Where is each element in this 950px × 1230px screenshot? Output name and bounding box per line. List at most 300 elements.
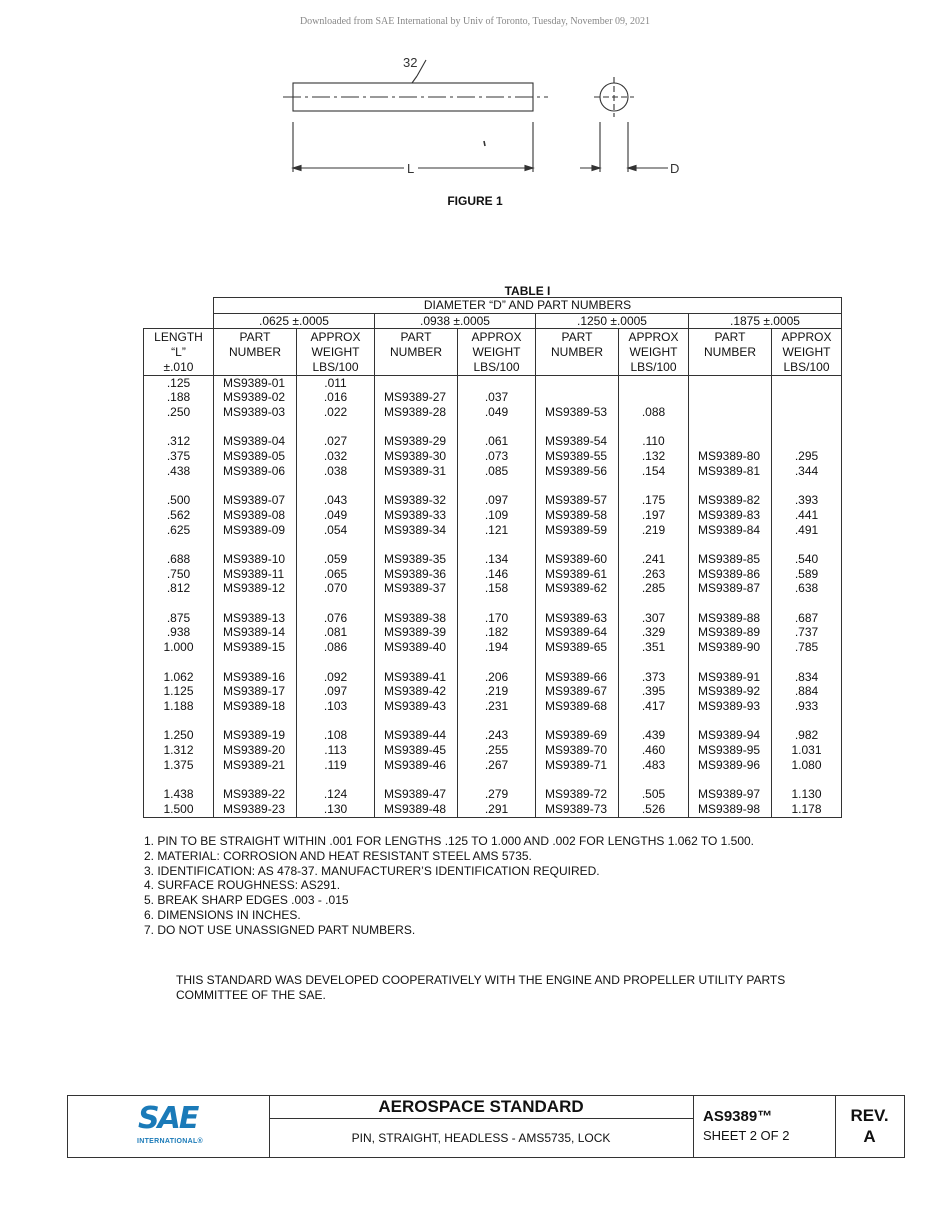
note-item: 6. DIMENSIONS IN INCHES.: [144, 907, 301, 922]
weight-cell: .088: [619, 405, 689, 420]
weight-cell: .483: [619, 758, 689, 773]
weight-cell: .134: [458, 552, 536, 567]
part-number-cell: MS9389-48: [375, 802, 458, 817]
spacer-cell: [297, 772, 375, 787]
part-number-cell: MS9389-16: [223, 669, 286, 684]
part-number-cell: MS9389-17: [223, 684, 286, 699]
part-number-cell: MS9389-36: [384, 566, 447, 581]
weight-cell: .011: [297, 375, 375, 390]
part-number-cell: MS9389-92: [698, 684, 761, 699]
part-number-cell: MS9389-27: [384, 390, 447, 405]
committee-statement: THIS STANDARD WAS DEVELOPED COOPERATIVELY WITH THE ENGINE AND PROPELLER UTILITY PARTS COMMITTEE OF THE SAE.: [176, 973, 786, 1002]
part-number-cell: MS9389-54: [545, 434, 608, 449]
length-cell: .875: [144, 611, 214, 626]
part-number-cell: MS9389-31: [384, 463, 447, 478]
length-cell: 1.438: [144, 787, 214, 802]
spacer-cell: [689, 596, 772, 611]
part-number-cell: [689, 434, 772, 449]
length-cell: .125: [144, 375, 214, 390]
approx-weight-header-line: APPROX: [471, 330, 522, 345]
weight-cell: .032: [297, 449, 375, 464]
note-item: 3. IDENTIFICATION: AS 478-37. MANUFACTURER’S IDENTIFICATION REQUIRED.: [144, 863, 600, 878]
part-number-cell: MS9389-01: [223, 375, 286, 390]
part-number-cell: MS9389-41: [384, 669, 447, 684]
part-number-cell: MS9389-69: [545, 728, 608, 743]
weight-cell: .285: [619, 581, 689, 596]
spacer-cell: [458, 478, 536, 493]
part-number-cell: MS9389-34: [384, 522, 447, 537]
figure-caption: FIGURE 1: [447, 194, 503, 208]
part-number-cell: MS9389-56: [545, 463, 608, 478]
spacer-cell: [458, 655, 536, 670]
spacer-cell: [214, 714, 297, 729]
weight-cell: .038: [297, 464, 375, 479]
weight-cell: .194: [458, 640, 536, 655]
part-number-cell: MS9389-21: [223, 757, 286, 772]
part-number-cell: MS9389-22: [223, 787, 286, 802]
spacer-cell: [144, 420, 214, 435]
part-number-cell: MS9389-35: [384, 551, 447, 566]
weight-cell: .076: [297, 611, 375, 626]
weight-cell: .351: [619, 640, 689, 655]
spacer-cell: [772, 772, 842, 787]
spacer-cell: [214, 772, 297, 787]
part-number-cell: MS9389-62: [545, 581, 608, 596]
part-number-cell: MS9389-15: [223, 640, 286, 655]
part-number-cell: MS9389-60: [545, 551, 608, 566]
spacer-cell: [772, 537, 842, 552]
document-type: AEROSPACE STANDARD: [269, 1096, 693, 1119]
approx-weight-header-line: LBS/100: [312, 359, 359, 374]
part-number-cell: MS9389-07: [223, 493, 286, 508]
part-number-cell: MS9389-72: [545, 787, 608, 802]
roughness-leader: [412, 76, 417, 83]
spacer-cell: [619, 772, 689, 787]
weight-cell: .526: [619, 802, 689, 817]
roughness-value: 32: [403, 55, 418, 70]
diameter-header: .1875 ±.0005: [689, 313, 842, 329]
weight-cell: .267: [458, 758, 536, 773]
spacer-cell: [458, 596, 536, 611]
length-cell: .188: [144, 390, 214, 405]
part-number-cell: MS9389-10: [223, 551, 286, 566]
part-number-header-line: PART: [714, 330, 746, 345]
spacer-cell: [375, 420, 458, 435]
length-cell: .375: [144, 449, 214, 464]
weight-cell: .505: [619, 787, 689, 802]
approx-weight-header-line: WEIGHT: [629, 345, 678, 360]
part-number-cell: MS9389-87: [698, 581, 761, 596]
diameter-header: .1250 ±.0005: [536, 313, 689, 329]
weight-cell: .121: [458, 523, 536, 538]
pin-drawing: [280, 50, 700, 185]
diameter-header: .0938 ±.0005: [375, 313, 536, 329]
spacer-cell: [297, 420, 375, 435]
spacer-cell: [619, 537, 689, 552]
weight-cell: .130: [297, 802, 375, 817]
weight-cell: .884: [772, 684, 842, 699]
weight-cell: .295: [772, 449, 842, 464]
weight-cell: .393: [772, 493, 842, 508]
approx-weight-header: [772, 329, 842, 375]
approx-weight-header-line: APPROX: [628, 330, 679, 345]
weight-cell: .206: [458, 670, 536, 685]
group-spacer: [144, 420, 842, 435]
spacer-cell: [144, 478, 214, 493]
group-spacer: [144, 655, 842, 670]
approx-weight-header-line: LBS/100: [473, 359, 520, 374]
group-spacer: [144, 478, 842, 493]
part-number-cell: MS9389-04: [223, 434, 286, 449]
weight-cell: .243: [458, 728, 536, 743]
spacer-cell: [689, 420, 772, 435]
part-number-cell: MS9389-98: [689, 802, 772, 817]
part-number-cell: MS9389-23: [214, 802, 297, 817]
weight-cell: .439: [619, 728, 689, 743]
weight-cell: .255: [458, 743, 536, 758]
part-number-cell: MS9389-89: [698, 625, 761, 640]
part-number-cell: MS9389-85: [698, 551, 761, 566]
part-number-cell: MS9389-94: [698, 728, 761, 743]
part-number-header: [536, 329, 619, 375]
part-number-cell: [689, 375, 772, 390]
spacer-cell: [619, 420, 689, 435]
part-number-cell: MS9389-63: [545, 610, 608, 625]
diameter-header: .0625 ±.0005: [214, 313, 375, 329]
weight-cell: .043: [297, 493, 375, 508]
table-row: [144, 758, 842, 773]
part-number-cell: MS9389-68: [545, 698, 608, 713]
part-number-cell: MS9389-88: [698, 610, 761, 625]
table-row: [144, 640, 842, 655]
part-number-cell: [536, 390, 619, 405]
weight-cell: 1.031: [772, 743, 842, 758]
spacer-cell: [689, 478, 772, 493]
part-number-cell: [689, 405, 772, 420]
part-number-cell: MS9389-66: [545, 669, 608, 684]
note-item: 5. BREAK SHARP EDGES .003 - .015: [144, 893, 349, 908]
part-number-cell: MS9389-64: [545, 625, 608, 640]
weight-cell: .291: [458, 802, 536, 817]
table-row: [144, 743, 842, 758]
part-number-header: [689, 329, 772, 375]
part-number-cell: MS9389-29: [384, 434, 447, 449]
weight-cell: .395: [619, 684, 689, 699]
weight-cell: .049: [458, 405, 536, 420]
part-number-cell: MS9389-81: [698, 463, 761, 478]
weight-cell: .085: [458, 464, 536, 479]
spacer-cell: [689, 537, 772, 552]
approx-weight-header-line: LBS/100: [783, 359, 830, 374]
spacer-cell: [536, 714, 619, 729]
weight-cell: .108: [297, 728, 375, 743]
spacer-cell: [375, 772, 458, 787]
weight-cell: .329: [619, 625, 689, 640]
length-cell: 1.500: [144, 802, 214, 817]
table-row: [144, 405, 842, 420]
standard-number: AS9389™: [703, 1108, 773, 1125]
approx-weight-header-line: WEIGHT: [311, 345, 360, 360]
approx-weight-header-line: WEIGHT: [472, 345, 521, 360]
table-row: [144, 581, 842, 596]
note-item: 1. PIN TO BE STRAIGHT WITHIN .001 FOR LENGTHS .125 TO 1.000 AND .002 FOR LENGTHS 1.062 TO 1.500.: [144, 834, 755, 848]
part-number-cell: MS9389-70: [545, 743, 608, 757]
weight-cell: .231: [458, 699, 536, 714]
part-number-cell: MS9389-57: [545, 493, 608, 508]
weight-cell: [619, 375, 689, 390]
weight-cell: .097: [458, 493, 536, 508]
part-number-header-line: PART: [561, 330, 593, 345]
spacer-cell: [536, 596, 619, 611]
part-number-cell: MS9389-95: [698, 743, 761, 757]
weight-cell: .086: [297, 640, 375, 655]
spacer-cell: [214, 420, 297, 435]
spacer-cell: [689, 772, 772, 787]
title-block: [67, 1095, 905, 1158]
spacer-cell: [144, 537, 214, 552]
part-number-cell: MS9389-44: [384, 728, 447, 743]
weight-cell: .182: [458, 625, 536, 640]
part-number-cell: MS9389-96: [698, 757, 761, 772]
weight-cell: .933: [772, 699, 842, 714]
spacer-cell: [458, 537, 536, 552]
table-row: [144, 449, 842, 464]
part-number-cell: MS9389-40: [384, 640, 447, 655]
notes-list: [144, 834, 754, 938]
part-number-cell: MS9389-14: [223, 625, 286, 640]
weight-cell: .037: [458, 390, 536, 405]
part-number-cell: MS9389-82: [698, 493, 761, 508]
spacer-cell: [689, 655, 772, 670]
part-number-cell: [375, 375, 458, 390]
length-cell: .938: [144, 625, 214, 640]
spacer-cell: [297, 537, 375, 552]
part-number-cell: [689, 390, 772, 405]
part-number-cell: MS9389-58: [545, 507, 608, 522]
weight-cell: .061: [458, 434, 536, 449]
weight-cell: .109: [458, 508, 536, 523]
length-header-line: LENGTH: [154, 330, 203, 345]
weight-cell: .441: [772, 508, 842, 523]
spacer-cell: [144, 596, 214, 611]
part-number-header-line: NUMBER: [228, 345, 281, 360]
length-cell: .438: [144, 464, 214, 479]
part-number-header-line: NUMBER: [550, 345, 603, 360]
spacer-cell: [772, 655, 842, 670]
part-number-cell: MS9389-86: [698, 566, 761, 581]
table-row: [144, 508, 842, 523]
part-number-header-line: NUMBER: [389, 345, 442, 360]
weight-cell: [772, 405, 842, 420]
part-number-cell: MS9389-13: [223, 610, 286, 625]
spacer-cell: [214, 478, 297, 493]
weight-cell: .417: [619, 699, 689, 714]
part-number-cell: MS9389-05: [223, 449, 286, 464]
table-row: [144, 684, 842, 699]
length-cell: .500: [144, 493, 214, 508]
approx-weight-header-line: APPROX: [781, 330, 832, 345]
part-number-cell: MS9389-38: [384, 610, 447, 625]
spacer-cell: [297, 596, 375, 611]
weight-cell: .073: [458, 449, 536, 464]
length-cell: .562: [144, 508, 214, 523]
length-header: [144, 329, 214, 375]
table-row: [144, 567, 842, 582]
weight-cell: .344: [772, 464, 842, 479]
weight-cell: .737: [772, 625, 842, 640]
approx-weight-header: [458, 329, 536, 375]
weight-cell: .146: [458, 567, 536, 582]
part-number-cell: MS9389-33: [384, 507, 447, 522]
spacer-cell: [144, 772, 214, 787]
spacer-cell: [536, 478, 619, 493]
spacer-cell: [375, 655, 458, 670]
spacer-cell: [214, 655, 297, 670]
length-cell: .250: [144, 405, 214, 420]
part-number-cell: MS9389-20: [223, 743, 286, 757]
spacer-cell: [297, 714, 375, 729]
part-number-cell: MS9389-03: [223, 404, 286, 419]
length-cell: .812: [144, 581, 214, 596]
spacer-cell: [536, 537, 619, 552]
spacer-cell: [619, 478, 689, 493]
table-row: [144, 375, 842, 390]
weight-cell: .132: [619, 449, 689, 464]
part-number-cell: MS9389-71: [545, 757, 608, 772]
weight-cell: .113: [297, 743, 375, 758]
length-cell: 1.188: [144, 699, 214, 714]
weight-cell: .119: [297, 758, 375, 773]
part-number-header: [214, 329, 297, 375]
approx-weight-header-line: APPROX: [310, 330, 361, 345]
part-number-cell: MS9389-46: [384, 757, 447, 772]
part-number-cell: MS9389-37: [384, 581, 447, 596]
group-spacer: [144, 714, 842, 729]
table-row: [144, 552, 842, 567]
weight-cell: .834: [772, 670, 842, 685]
weight-cell: .110: [619, 434, 689, 449]
table-row: [144, 699, 842, 714]
part-number-cell: MS9389-06: [223, 463, 286, 478]
weight-cell: .540: [772, 552, 842, 567]
part-number-cell: MS9389-61: [545, 566, 608, 581]
part-number-header-line: PART: [400, 330, 432, 345]
weight-cell: .016: [297, 390, 375, 405]
table-row: [144, 390, 842, 405]
spacer-cell: [297, 655, 375, 670]
weight-cell: .197: [619, 508, 689, 523]
part-number-cell: [536, 375, 619, 390]
weight-cell: .170: [458, 611, 536, 626]
part-number-cell: MS9389-90: [698, 640, 761, 655]
weight-cell: 1.178: [772, 802, 842, 817]
weight-cell: .279: [458, 787, 536, 802]
weight-cell: .081: [297, 625, 375, 640]
note-item: 2. MATERIAL: CORROSION AND HEAT RESISTANT STEEL AMS 5735.: [144, 848, 532, 863]
part-number-header-line: PART: [239, 330, 271, 345]
part-number-cell: MS9389-09: [223, 522, 286, 537]
part-number-cell: MS9389-18: [223, 698, 286, 713]
table-row: [144, 787, 842, 802]
part-number-cell: MS9389-59: [545, 522, 608, 537]
table-row: [144, 611, 842, 626]
table-title: TABLE I: [504, 284, 551, 298]
weight-cell: .059: [297, 552, 375, 567]
weight-cell: .219: [458, 684, 536, 699]
spacer-cell: [536, 420, 619, 435]
weight-cell: [772, 375, 842, 390]
spacer-cell: [214, 596, 297, 611]
note-item: 4. SURFACE ROUGHNESS: AS291.: [144, 878, 341, 893]
revision-value: A: [863, 1127, 876, 1146]
part-number-cell: MS9389-84: [698, 522, 761, 537]
part-number-cell: MS9389-55: [545, 449, 608, 464]
weight-cell: .158: [458, 581, 536, 596]
weight-cell: .097: [297, 684, 375, 699]
weight-cell: .049: [297, 508, 375, 523]
weight-cell: .241: [619, 552, 689, 567]
spacer-cell: [375, 478, 458, 493]
table-row: [144, 523, 842, 538]
part-number-cell: MS9389-91: [698, 669, 761, 684]
spacer-cell: [144, 655, 214, 670]
weight-cell: .460: [619, 743, 689, 758]
part-number-cell: MS9389-08: [223, 507, 286, 522]
spacer-cell: [772, 478, 842, 493]
part-number-cell: MS9389-93: [698, 698, 761, 713]
part-number-table: [143, 297, 842, 818]
weight-cell: .373: [619, 670, 689, 685]
spacer-cell: [772, 420, 842, 435]
diameter-group-header: DIAMETER “D” AND PART NUMBERS: [214, 298, 842, 314]
weight-cell: .491: [772, 523, 842, 538]
part-number-cell: MS9389-39: [384, 625, 447, 640]
approx-weight-header: [619, 329, 689, 375]
part-number-cell: MS9389-19: [223, 728, 286, 743]
table-row: [144, 625, 842, 640]
sae-logo-mark: SAE: [138, 1101, 198, 1136]
length-cell: .750: [144, 567, 214, 582]
part-number-cell: MS9389-65: [545, 640, 608, 655]
part-number-header: [375, 329, 458, 375]
part-number-cell: MS9389-28: [384, 404, 447, 419]
spacer-cell: [297, 478, 375, 493]
part-number-cell: MS9389-97: [698, 787, 761, 802]
part-number-cell: MS9389-42: [384, 684, 447, 699]
spacer-cell: [144, 714, 214, 729]
watermark: Downloaded from SAE International by Univ of Toronto, Tuesday, November 09, 2021: [299, 16, 651, 27]
weight-cell: .027: [297, 434, 375, 449]
weight-cell: .103: [297, 699, 375, 714]
length-cell: 1.000: [144, 640, 214, 655]
weight-cell: .307: [619, 611, 689, 626]
length-cell: 1.312: [144, 743, 214, 758]
weight-cell: [458, 375, 536, 390]
sae-logo-subtitle: INTERNATIONAL®: [137, 1138, 204, 1145]
spacer-cell: [375, 537, 458, 552]
weight-cell: .785: [772, 640, 842, 655]
weight-cell: .687: [772, 611, 842, 626]
group-spacer: [144, 772, 842, 787]
spacer-cell: [458, 420, 536, 435]
diameter-label: D: [670, 161, 680, 176]
approx-weight-header-line: LBS/100: [630, 359, 677, 374]
spacer-cell: [214, 537, 297, 552]
part-number-cell: MS9389-45: [384, 743, 447, 757]
weight-cell: 1.080: [772, 758, 842, 773]
table-row: [144, 728, 842, 743]
spacer-cell: [458, 714, 536, 729]
